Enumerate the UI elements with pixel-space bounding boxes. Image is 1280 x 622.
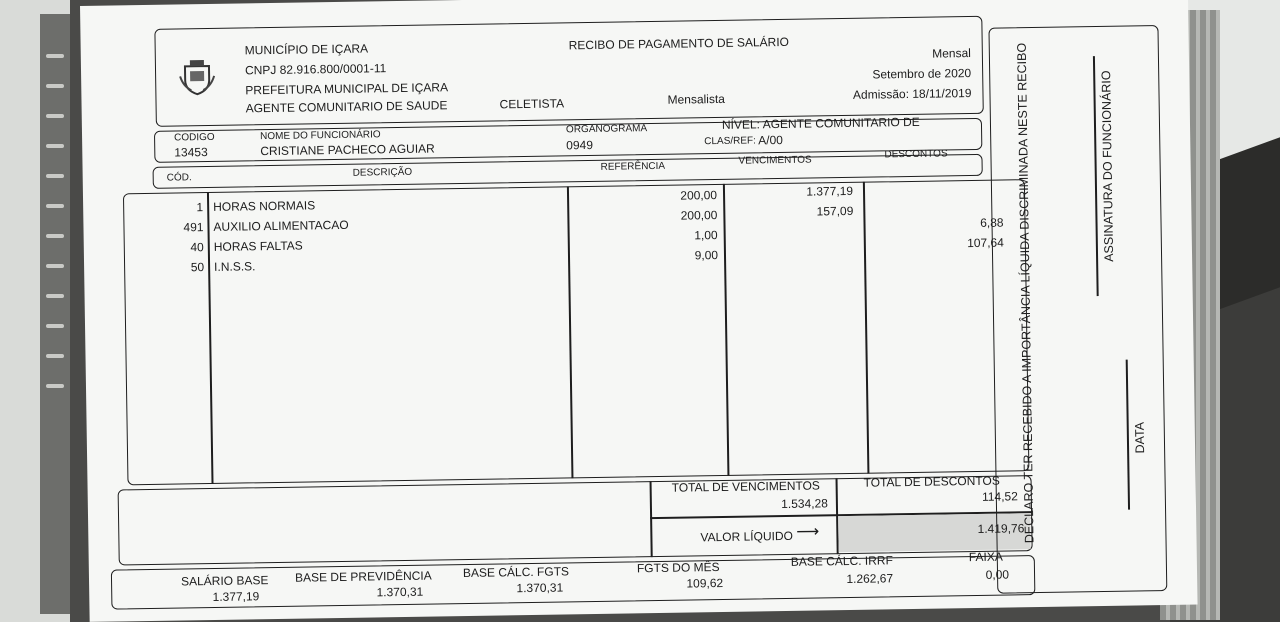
row-deduction: 107,64 [967, 235, 1004, 251]
net-value-amount: 1.419,76 [977, 521, 1025, 536]
row-code: 1 [196, 200, 204, 215]
row-description: I.N.S.S. [214, 259, 256, 274]
row-description: HORAS FALTAS [213, 238, 303, 254]
declaration-text: DECLARO TER RECEBIDO A IMPORTÂNCIA LÍQUIDA DISCRIMINADA NESTE RECIBO [1014, 42, 1037, 544]
row-code: 50 [190, 260, 205, 275]
row-earning: 157,09 [816, 203, 854, 219]
employee-code: 13453 [174, 145, 208, 160]
org-chart-code: 0949 [566, 137, 594, 153]
base-value: 1.262,67 [846, 571, 894, 587]
document-title: RECIBO DE PAGAMENTO DE SALÁRIO [568, 34, 790, 53]
col-header-code: CÓD. [166, 172, 192, 184]
prefecture-name: PREFEITURA MUNICIPAL DE IÇARA [245, 80, 449, 98]
background-object-right [1210, 137, 1280, 312]
payment-type: Mensalista [667, 91, 726, 107]
col-header-deductions: DESCONTOS [884, 148, 948, 161]
job-title: AGENTE COMUNITARIO DE SAUDE [245, 98, 448, 116]
row-description: AUXILIO ALIMENTACAO [213, 217, 349, 234]
payslip-document [80, 0, 1198, 622]
arrow-right-icon: ⟶ [796, 523, 820, 541]
class-ref-label: CLAS/REF: [704, 135, 756, 148]
total-deductions-value: 114,52 [981, 489, 1018, 504]
employment-regime: CELETISTA [499, 96, 565, 112]
row-reference: 1,00 [694, 228, 718, 243]
row-reference: 200,00 [680, 208, 718, 223]
employee-level: NÍVEL: AGENTE COMUNITARIO DE [721, 114, 920, 132]
total-earnings-label: TOTAL DE VENCIMENTOS [671, 478, 820, 495]
base-label: BASE CÁLC. FGTS [462, 564, 570, 581]
base-label: SALÁRIO BASE [180, 573, 269, 589]
periodicity: Mensal [932, 46, 971, 61]
base-value: 1.370,31 [376, 584, 424, 600]
row-code: 40 [190, 240, 204, 255]
employee-name: CRISTIANE PACHECO AGUIAR [260, 141, 435, 159]
row-reference: 9,00 [694, 248, 719, 263]
date-label: DATA [1132, 421, 1148, 454]
signature-label: ASSINATURA DO FUNCIONÁRIO [1099, 70, 1117, 262]
org-chart-label: ORGANOGRAMA [565, 123, 648, 136]
municipality-name: MUNICÍPIO DE IÇARA [244, 41, 369, 58]
base-label: BASE DE PREVIDÊNCIA [294, 568, 432, 585]
total-earnings-value: 1.534,28 [781, 496, 829, 512]
notebook-binder [40, 14, 70, 614]
row-deduction: 6,88 [980, 215, 1004, 230]
row-earning: 1.377,19 [806, 183, 854, 199]
code-label: CODIGO [173, 131, 215, 144]
pay-period: Setembro de 2020 [872, 66, 972, 82]
base-value: 1.370,31 [516, 580, 564, 596]
employee-name-label: NOME DO FUNCIONÁRIO [259, 129, 381, 143]
cnpj-text: CNPJ 82.916.800/0001-11 [244, 61, 387, 78]
crest-icon [177, 56, 218, 97]
row-reference: 200,00 [680, 188, 718, 203]
base-label: FGTS DO MÊS [636, 560, 720, 576]
base-label: BASE CÁLC. IRRF [790, 553, 893, 569]
base-label: FAIXA [968, 549, 1003, 565]
admission-date: Admissão: 18/11/2019 [852, 86, 972, 102]
base-value: 1.377,19 [212, 589, 260, 604]
col-header-description: DESCRIÇÃO [352, 166, 413, 179]
col-header-earnings: VENCIMENTOS [738, 154, 812, 167]
base-value: 0,00 [985, 567, 1010, 582]
row-code: 491 [183, 220, 204, 235]
total-deductions-label: TOTAL DE DESCONTOS [863, 473, 1000, 490]
class-ref-value: A/00 [758, 132, 783, 148]
col-header-reference: REFERÊNCIA [600, 160, 666, 173]
row-description: HORAS NORMAIS [213, 198, 316, 214]
base-value: 109,62 [686, 575, 724, 591]
net-value-label: VALOR LÍQUIDO [700, 528, 793, 545]
